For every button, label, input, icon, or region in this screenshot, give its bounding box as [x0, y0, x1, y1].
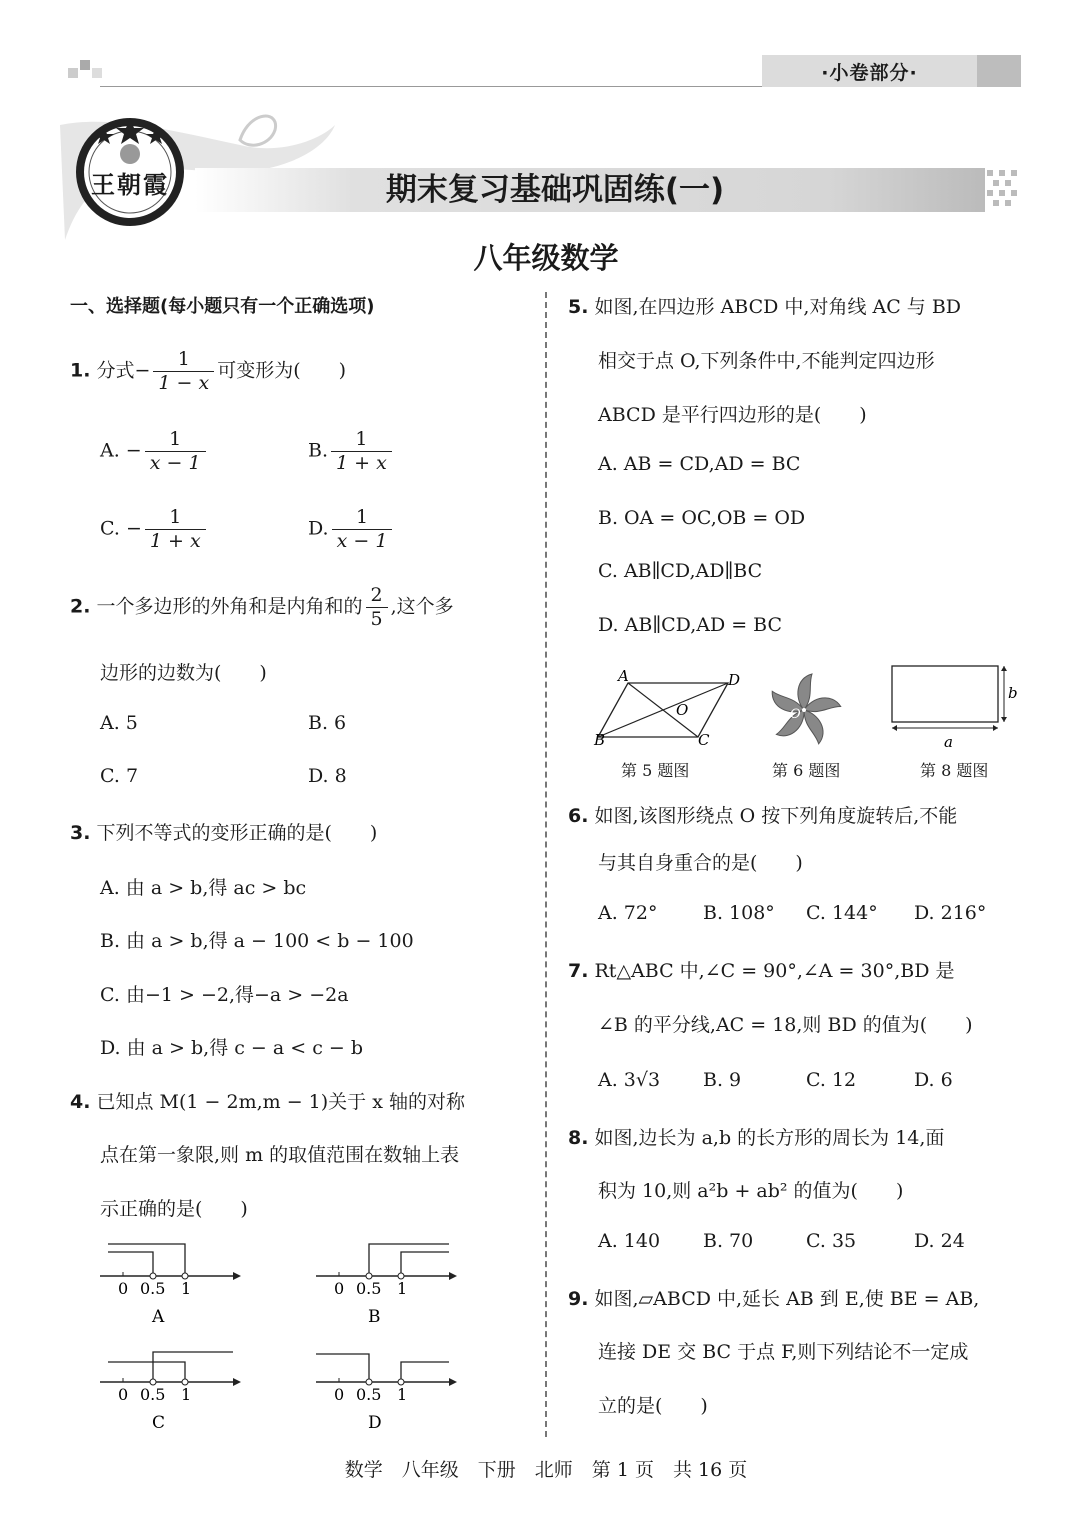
tick-0: 0 — [334, 1385, 345, 1404]
q5-option-b: B. OA = OC,OB = OD — [598, 507, 806, 529]
q7-stem-line2: ∠B 的平分线,AC = 18,则 BD 的值为( ) — [598, 1014, 973, 1036]
tick-0: 0 — [118, 1385, 129, 1404]
question-5: 5. 如图,在四边形 ABCD 中,对角线 AC 与 BD — [568, 296, 962, 318]
q4-number-line-c — [98, 1346, 248, 1436]
q2-option-c: C. 7 — [100, 765, 139, 787]
tick-0.5: 0.5 — [140, 1279, 166, 1298]
tick-0.5: 0.5 — [356, 1385, 382, 1404]
q1-stem-pre: 分式− — [96, 359, 151, 382]
figure-6-caption: 第 6 题图 — [772, 761, 841, 780]
q6-option-d: D. 216° — [914, 902, 987, 924]
q1-option-c: C. − $\frac{1}{1 + x}$ — [100, 506, 209, 553]
q5-option-c: C. AB∥CD,AD∥BC — [598, 560, 763, 582]
section-tab-end — [977, 55, 1021, 87]
q9-stem-line2: 连接 DE 交 BC 于点 F,则下列结论不一定成 — [598, 1341, 969, 1363]
svg-text:A: A — [618, 667, 629, 685]
q2-option-a: A. 5 — [100, 712, 138, 734]
svg-text:C: C — [698, 731, 710, 749]
page-subtitle: 八年级数学 — [473, 241, 619, 275]
q6-option-c: C. 144° — [806, 902, 878, 924]
q1-option-b: B. $\frac{1}{1 + x}$ — [308, 428, 395, 475]
q8-option-a: A. 140 — [598, 1230, 661, 1252]
q5-option-d: D. AB∥CD,AD = BC — [598, 614, 783, 636]
section-tab: ·小卷部分· — [762, 55, 977, 87]
q3-option-d: D. 由 a > b,得 c − a < c − b — [100, 1037, 364, 1059]
q2-option-b: B. 6 — [308, 712, 347, 734]
question-1 — [70, 348, 346, 395]
q4-number-line-d — [314, 1346, 464, 1436]
corner-squares-decoration — [68, 60, 108, 88]
q1-fraction: $\frac{1}{1 - x}$ — [153, 348, 214, 395]
q5-option-a: A. AB = CD,AD = BC — [598, 453, 801, 475]
label-b: B — [368, 1307, 381, 1327]
tick-1: 1 — [181, 1279, 192, 1298]
q3-option-a: A. 由 a > b,得 ac > bc — [100, 877, 307, 899]
label-a: A — [152, 1307, 165, 1327]
tick-0.5: 0.5 — [140, 1385, 166, 1404]
question-number: 1. — [70, 359, 91, 382]
q7-option-d: D. 6 — [914, 1069, 953, 1091]
svg-text:O: O — [676, 701, 689, 719]
figure-8-rectangle — [886, 662, 1021, 754]
q8-stem-line2: 积为 10,则 a²b + ab² 的值为( ) — [598, 1180, 904, 1202]
q1-option-a: A. − $\frac{1}{x - 1}$ — [100, 428, 209, 475]
page-footer: 数学 八年级 下册 北师 第 1 页 共 16 页 — [344, 1459, 748, 1481]
figure-6-flower — [764, 668, 846, 750]
question-3: 3. 下列不等式的变形正确的是( ) — [70, 822, 378, 844]
q4-stem-line2: 点在第一象限,则 m 的取值范围在数轴上表 — [100, 1144, 460, 1166]
q7-option-c: C. 12 — [806, 1069, 857, 1091]
question-6: 6. 如图,该图形绕点 O 按下列角度旋转后,不能 — [568, 805, 958, 827]
figure-5-caption: 第 5 题图 — [621, 761, 690, 780]
question-7: 7. Rt△ABC 中,∠C = 90°,∠A = 30°,BD 是 — [568, 960, 955, 982]
q4-number-line-b — [314, 1240, 464, 1330]
svg-text:b: b — [1008, 684, 1018, 702]
q5-stem-line2: 相交于点 O,下列条件中,不能判定四边形 — [598, 350, 935, 372]
q8-option-b: B. 70 — [703, 1230, 754, 1252]
tick-0: 0 — [118, 1279, 129, 1298]
tick-0.5: 0.5 — [356, 1279, 382, 1298]
banner-dots-decoration — [985, 168, 1025, 212]
question-9: 9. 如图,▱ABCD 中,延长 AB 到 E,使 BE = AB, — [568, 1288, 980, 1310]
q3-option-c: C. 由−1 > −2,得−a > −2a — [100, 984, 349, 1006]
q5-stem-line3: ABCD 是平行四边形的是( ) — [598, 404, 867, 426]
svg-text:a: a — [944, 733, 953, 751]
page-title: 期末复习基础巩固练(一) — [385, 172, 725, 208]
question-4: 4. 已知点 M(1 − 2m,m − 1)关于 x 轴的对称 — [70, 1091, 465, 1113]
logo-text: 王朝霞 — [91, 170, 169, 199]
q6-option-a: A. 72° — [598, 902, 658, 924]
q2-option-d: D. 8 — [308, 765, 347, 787]
q9-stem-line3: 立的是( ) — [598, 1395, 708, 1417]
tick-1: 1 — [397, 1385, 408, 1404]
figure-5-parallelogram — [590, 665, 745, 750]
question-2: 2. 一个多边形的外角和是内角和的 $\frac{2}{5}$ ,这个多 — [70, 584, 454, 630]
figure-8-caption: 第 8 题图 — [920, 761, 989, 780]
label-c: C — [152, 1413, 166, 1433]
q4-number-line-a — [98, 1240, 248, 1330]
q4-stem-line3: 示正确的是( ) — [100, 1198, 248, 1220]
column-divider — [545, 292, 547, 1437]
section-heading: 一、选择题(每小题只有一个正确选项) — [70, 296, 375, 317]
question-8: 8. 如图,边长为 a,b 的长方形的周长为 14,面 — [568, 1127, 945, 1149]
q7-option-a: A. 3√3 — [598, 1069, 661, 1091]
tick-0: 0 — [334, 1279, 345, 1298]
q6-option-b: B. 108° — [703, 902, 775, 924]
svg-text:B: B — [594, 731, 606, 749]
svg-text:O: O — [790, 707, 801, 722]
tick-1: 1 — [397, 1279, 408, 1298]
q2-stem-line2: 边形的边数为( ) — [100, 662, 267, 684]
svg-text:D: D — [728, 671, 741, 689]
label-d: D — [368, 1413, 382, 1433]
q3-option-b: B. 由 a > b,得 a − 100 < b − 100 — [100, 930, 414, 952]
q8-option-c: C. 35 — [806, 1230, 857, 1252]
q6-stem-line2: 与其自身重合的是( ) — [598, 852, 803, 874]
q1-stem-post: 可变形为( ) — [217, 359, 347, 382]
q8-option-d: D. 24 — [914, 1230, 965, 1252]
tick-1: 1 — [181, 1385, 192, 1404]
q1-option-d: D. $\frac{1}{x - 1}$ — [308, 506, 395, 553]
q7-option-b: B. 9 — [703, 1069, 742, 1091]
